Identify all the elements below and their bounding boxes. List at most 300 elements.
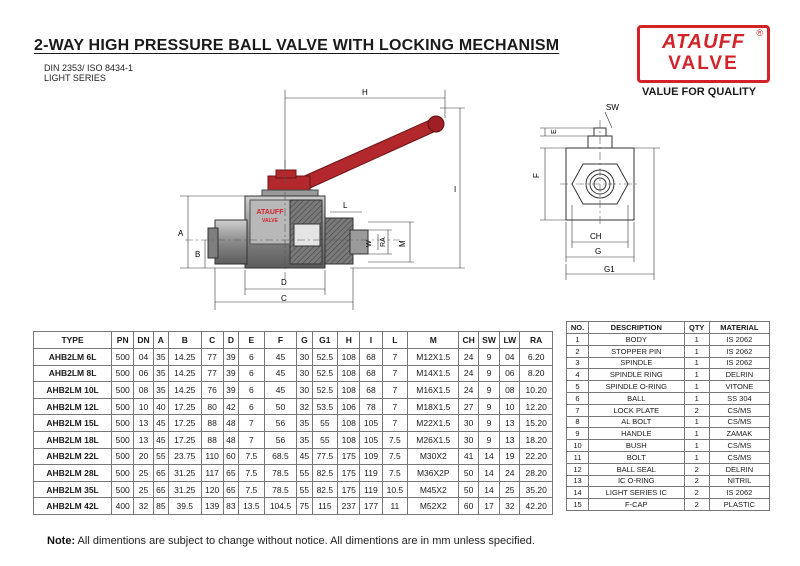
dim-table-cell: 105 <box>360 415 382 432</box>
part-table-cell: HANDLE <box>589 428 685 440</box>
dim-table-cell: 13.5 <box>239 498 265 515</box>
dim-table-cell: AHB2LM 8L <box>34 365 112 382</box>
dim-table-cell: 50 <box>459 481 478 498</box>
dim-header-cell: G1 <box>312 332 338 349</box>
dim-table-cell: 56 <box>264 415 297 432</box>
dim-table-cell: 7 <box>382 349 408 366</box>
part-table-cell: SPINDLE <box>589 357 685 369</box>
dim-table-cell: 56 <box>264 431 297 448</box>
left-fitting <box>215 220 247 264</box>
dim-table-cell: 08 <box>134 382 153 399</box>
dim-table-cell: AHB2LM 6L <box>34 349 112 366</box>
part-table-cell: VITONE <box>709 381 769 393</box>
dim-table-cell: 48 <box>223 415 238 432</box>
dim-table-cell: 6 <box>239 349 265 366</box>
dimensions-header-row <box>34 332 553 349</box>
dim-table-cell: 30 <box>459 431 478 448</box>
dim-table-cell: 17.25 <box>168 415 201 432</box>
footnote <box>47 535 535 547</box>
part-table-row <box>567 345 770 357</box>
dim-table-cell: 53.5 <box>312 398 338 415</box>
dim-table-cell: 108 <box>338 382 360 399</box>
dim-table-cell: 52.5 <box>312 349 338 366</box>
dim-table-cell: 10 <box>500 398 520 415</box>
dim-table-cell: 42 <box>223 398 238 415</box>
part-table-cell: 14 <box>567 487 589 499</box>
part-table-cell: 2 <box>684 499 709 511</box>
dim-table-cell: 45 <box>153 431 168 448</box>
dim-table-cell: 39 <box>223 382 238 399</box>
dim-table-cell: 117 <box>201 465 223 482</box>
part-table-cell: BODY <box>589 334 685 346</box>
part-table-cell: 1 <box>684 334 709 346</box>
note-text: All dimentions are subject to change without notice. All dimentions are in mm unless specified. <box>75 535 535 547</box>
dim-table-cell: 9 <box>478 431 499 448</box>
dim-table-cell: 22.20 <box>520 448 553 465</box>
registered-mark: ® <box>756 28 763 38</box>
dim-table-cell: 11 <box>382 498 408 515</box>
dim-table-cell: 7 <box>382 415 408 432</box>
part-table-cell: 2 <box>684 463 709 475</box>
part-table-row <box>567 487 770 499</box>
part-table-row <box>567 392 770 404</box>
dim-table-cell: 31.25 <box>168 481 201 498</box>
part-table-cell: CS/MS <box>709 416 769 428</box>
part-table-cell: DELRIN <box>709 463 769 475</box>
dim-table-cell: 23.75 <box>168 448 201 465</box>
dim-header-cell: PN <box>112 332 134 349</box>
dim-table-cell: 9 <box>478 398 499 415</box>
part-table-cell: NITRIL <box>709 475 769 487</box>
dim-table-cell: 78.5 <box>264 465 297 482</box>
part-table-cell: IC O-RING <box>589 475 685 487</box>
part-table-row <box>567 357 770 369</box>
dim-table-cell: 55 <box>312 431 338 448</box>
part-table-cell: CS/MS <box>709 451 769 463</box>
handle-knob <box>428 116 444 132</box>
dim-label-ch: CH <box>590 232 602 241</box>
dim-table-cell: 6 <box>239 382 265 399</box>
dim-table-row <box>34 498 553 515</box>
dim-table-cell: 237 <box>338 498 360 515</box>
dim-table-cell: 75 <box>297 498 312 515</box>
dim-label-g: G <box>595 247 602 256</box>
dim-table-cell: 175 <box>338 481 360 498</box>
dim-table-cell: 115 <box>312 498 338 515</box>
dim-table-cell: 60 <box>459 498 478 515</box>
dim-table-cell: AHB2LM 22L <box>34 448 112 465</box>
dim-table-cell: 82.5 <box>312 465 338 482</box>
part-table-row <box>567 334 770 346</box>
logo-line-1: ATAUFF <box>661 31 745 53</box>
dim-table-cell: 32 <box>134 498 153 515</box>
dim-table-cell: 35 <box>297 431 312 448</box>
part-table-cell: 10 <box>567 440 589 452</box>
dim-table-cell: 48 <box>223 431 238 448</box>
dim-table-row <box>34 398 553 415</box>
dim-table-row <box>34 415 553 432</box>
part-table-cell: 2 <box>684 404 709 416</box>
part-table-cell: AL BOLT <box>589 416 685 428</box>
dim-table-cell: 500 <box>112 415 134 432</box>
part-table-cell: 12 <box>567 463 589 475</box>
part-table-row <box>567 463 770 475</box>
dim-label-m: M <box>398 240 407 247</box>
dim-table-cell: 17.25 <box>168 398 201 415</box>
dim-label-sw: SW <box>606 103 619 112</box>
dim-table-cell: 7.5 <box>239 448 265 465</box>
part-table-cell: SPINDLE O-RING <box>589 381 685 393</box>
dim-header-cell: A <box>153 332 168 349</box>
dim-table-cell: 7 <box>382 382 408 399</box>
part-table-cell: BALL <box>589 392 685 404</box>
dim-table-cell: 30 <box>297 382 312 399</box>
part-table-cell: SPINDLE RING <box>589 369 685 381</box>
dim-table-cell: 45 <box>264 349 297 366</box>
dim-header-cell: RA <box>520 332 553 349</box>
part-table-cell: 1 <box>684 357 709 369</box>
dim-header-cell: D <box>223 332 238 349</box>
dim-table-cell: 7.5 <box>239 481 265 498</box>
dim-table-cell: AHB2LM 28L <box>34 465 112 482</box>
dim-label-i: I <box>454 185 457 194</box>
part-table-cell: CS/MS <box>709 404 769 416</box>
dim-table-cell: M22X1.5 <box>408 415 459 432</box>
dim-table-cell: 9 <box>478 382 499 399</box>
part-table-row <box>567 428 770 440</box>
dim-table-cell: M26X1.5 <box>408 431 459 448</box>
series-line: LIGHT SERIES <box>44 73 106 83</box>
dim-table-cell: 35 <box>297 415 312 432</box>
dim-table-cell: 24 <box>459 365 478 382</box>
body-logo-sub: VALVE <box>262 218 278 224</box>
dim-table-cell: 7 <box>382 365 408 382</box>
part-table-cell: IS 2062 <box>709 487 769 499</box>
dim-header-cell: L <box>382 332 408 349</box>
part-table-cell: LOCK PLATE <box>589 404 685 416</box>
part-table-cell: 1 <box>684 381 709 393</box>
dim-table-cell: 82.5 <box>312 481 338 498</box>
dim-table-cell: 80 <box>201 398 223 415</box>
dim-table-cell: 13 <box>134 415 153 432</box>
dim-table-cell: 15.20 <box>520 415 553 432</box>
dim-table-cell: 76 <box>201 382 223 399</box>
dim-table-cell: 65 <box>153 465 168 482</box>
dim-table-cell: 83 <box>223 498 238 515</box>
dim-table-cell: 68 <box>360 382 382 399</box>
dim-table-cell: 108 <box>338 349 360 366</box>
tagline: VALUE FOR QUALITY <box>642 86 757 98</box>
dim-table-cell: 31.25 <box>168 465 201 482</box>
dim-table-cell: 39.5 <box>168 498 201 515</box>
part-table-cell: 7 <box>567 404 589 416</box>
dim-table-cell: AHB2LM 42L <box>34 498 112 515</box>
dim-table-cell: 40 <box>153 398 168 415</box>
dim-table-cell: 13 <box>500 431 520 448</box>
dim-table-row <box>34 465 553 482</box>
dim-header-cell: DN <box>134 332 153 349</box>
dim-table-cell: 32 <box>500 498 520 515</box>
dim-label-g1: G1 <box>604 265 615 274</box>
dim-label-w: W <box>366 240 373 247</box>
parts-body <box>567 334 770 511</box>
dim-table-cell: 9 <box>478 349 499 366</box>
dim-table-cell: 65 <box>153 481 168 498</box>
dim-table-cell: 25 <box>500 481 520 498</box>
dimensions-table <box>33 331 553 515</box>
dim-table-cell: 25 <box>134 465 153 482</box>
dim-table-cell: 105 <box>360 431 382 448</box>
ball-bore <box>294 224 320 246</box>
dim-table-cell: AHB2LM 10L <box>34 382 112 399</box>
dim-table-cell: 55 <box>153 448 168 465</box>
dim-table-cell: 10.20 <box>520 382 553 399</box>
dim-label-e: E <box>551 129 558 134</box>
part-table-cell: 15 <box>567 499 589 511</box>
dim-table-cell: 28.20 <box>520 465 553 482</box>
dimensions-body <box>34 349 553 515</box>
part-table-row <box>567 499 770 511</box>
part-table-cell: SS 304 <box>709 392 769 404</box>
dim-table-cell: 24 <box>459 382 478 399</box>
dim-label-d: D <box>281 278 287 287</box>
part-table-cell: 3 <box>567 357 589 369</box>
dim-table-cell: 7.5 <box>382 448 408 465</box>
part-table-cell: 1 <box>567 334 589 346</box>
dim-table-cell: 24 <box>459 349 478 366</box>
part-table-row <box>567 440 770 452</box>
front-view <box>532 103 660 280</box>
dim-table-cell: 77.5 <box>312 448 338 465</box>
dim-table-cell: AHB2LM 35L <box>34 481 112 498</box>
part-table-cell: CS/MS <box>709 440 769 452</box>
dim-table-cell: 77 <box>201 349 223 366</box>
dim-table-cell: 7.5 <box>239 465 265 482</box>
dim-table-cell: 110 <box>201 448 223 465</box>
dim-table-cell: 50 <box>264 398 297 415</box>
dim-table-cell: 78.5 <box>264 481 297 498</box>
dim-label-h: H <box>362 88 368 97</box>
dim-table-cell: 85 <box>153 498 168 515</box>
dim-table-cell: 109 <box>360 448 382 465</box>
dim-table-cell: 6.20 <box>520 349 553 366</box>
dim-table-cell: 7 <box>239 431 265 448</box>
dim-table-cell: 8.20 <box>520 365 553 382</box>
part-table-cell: 11 <box>567 451 589 463</box>
dim-table-cell: 55 <box>312 415 338 432</box>
dim-table-cell: 500 <box>112 448 134 465</box>
part-table-cell: DELRIN <box>709 369 769 381</box>
dim-table-cell: 500 <box>112 398 134 415</box>
dim-table-cell: 55 <box>297 481 312 498</box>
dim-table-cell: 88 <box>201 431 223 448</box>
dim-table-cell: 39 <box>223 365 238 382</box>
dim-table-cell: 06 <box>500 365 520 382</box>
dim-table-cell: 177 <box>360 498 382 515</box>
dim-header-cell: CH <box>459 332 478 349</box>
dim-table-cell: 14 <box>478 465 499 482</box>
page-title: 2-WAY HIGH PRESSURE BALL VALVE WITH LOCKING MECHANISM <box>34 37 560 54</box>
body-logo: ATAUFF <box>256 209 284 216</box>
dim-table-cell: 9 <box>478 365 499 382</box>
dim-table-cell: 45 <box>264 365 297 382</box>
dim-table-cell: AHB2LM 15L <box>34 415 112 432</box>
dim-table-cell: 39 <box>223 349 238 366</box>
part-table-cell: IS 2062 <box>709 345 769 357</box>
dim-table-cell: 30 <box>297 349 312 366</box>
dim-table-cell: AHB2LM 18L <box>34 431 112 448</box>
part-table-cell: 1 <box>684 440 709 452</box>
handle-arm <box>300 120 438 188</box>
side-view <box>178 88 465 310</box>
dim-table-cell: 32 <box>297 398 312 415</box>
dim-table-row <box>34 382 553 399</box>
dim-table-cell: 500 <box>112 431 134 448</box>
dim-table-row <box>34 365 553 382</box>
dim-table-cell: 9 <box>478 415 499 432</box>
part-table-cell: F-CAP <box>589 499 685 511</box>
dim-table-cell: 7 <box>239 415 265 432</box>
part-header-cell: QTY <box>684 322 709 334</box>
dim-table-cell: 68 <box>360 365 382 382</box>
dim-table-cell: 65 <box>223 481 238 498</box>
part-table-cell: 1 <box>684 369 709 381</box>
dim-table-cell: 52.5 <box>312 382 338 399</box>
part-table-cell: IS 2062 <box>709 357 769 369</box>
dim-table-cell: 55 <box>297 465 312 482</box>
dim-table-cell: 50 <box>459 465 478 482</box>
dim-table-cell: 500 <box>112 481 134 498</box>
part-header-cell: NO. <box>567 322 589 334</box>
dim-table-cell: 35 <box>153 349 168 366</box>
dim-table-cell: 119 <box>360 481 382 498</box>
part-table-cell: ZAMAK <box>709 428 769 440</box>
dim-table-cell: 19 <box>500 448 520 465</box>
part-table-cell: 1 <box>684 428 709 440</box>
dim-table-cell: 30 <box>459 415 478 432</box>
part-table-row <box>567 404 770 416</box>
dim-table-cell: 119 <box>360 465 382 482</box>
dim-label-ra: RA <box>380 237 387 247</box>
dim-header-cell: M <box>408 332 459 349</box>
lock-plate <box>262 190 318 196</box>
dim-table-cell: 139 <box>201 498 223 515</box>
part-table-row <box>567 475 770 487</box>
dim-table-cell: 14.25 <box>168 365 201 382</box>
part-table-cell: 8 <box>567 416 589 428</box>
dim-table-cell: 20 <box>134 448 153 465</box>
part-table-cell: 1 <box>684 416 709 428</box>
dim-table-row <box>34 349 553 366</box>
dim-header-cell: SW <box>478 332 499 349</box>
dim-table-cell: 12.20 <box>520 398 553 415</box>
logo-line-2: VALVE <box>668 53 739 74</box>
dim-label-a: A <box>178 229 184 238</box>
dim-header-cell: F <box>264 332 297 349</box>
part-table-cell: IS 2062 <box>709 334 769 346</box>
dim-table-cell: M45X2 <box>408 481 459 498</box>
part-table-cell: 4 <box>567 369 589 381</box>
dim-table-cell: 35.20 <box>520 481 553 498</box>
part-header-cell: MATERIAL <box>709 322 769 334</box>
dim-table-cell: 14 <box>478 481 499 498</box>
part-table-cell: 9 <box>567 428 589 440</box>
dim-table-cell: 13 <box>500 415 520 432</box>
standard-line: DIN 2353/ ISO 8434-1 <box>44 63 134 73</box>
dim-table-cell: M30X2 <box>408 448 459 465</box>
dim-label-f: F <box>532 173 541 178</box>
dim-table-cell: 175 <box>338 448 360 465</box>
dim-header-cell: G <box>297 332 312 349</box>
parts-table <box>566 321 770 511</box>
dim-header-cell: C <box>201 332 223 349</box>
dim-table-cell: 42.20 <box>520 498 553 515</box>
dim-table-cell: 17 <box>478 498 499 515</box>
dim-table-cell: 7.5 <box>382 465 408 482</box>
part-header-cell: DESCRIPTION <box>589 322 685 334</box>
dim-table-cell: 13 <box>134 431 153 448</box>
parts-header-row <box>567 322 770 334</box>
dim-table-cell: 10.5 <box>382 481 408 498</box>
dim-table-cell: 41 <box>459 448 478 465</box>
part-table-cell: PLASTIC <box>709 499 769 511</box>
part-table-cell: 2 <box>684 487 709 499</box>
dim-table-cell: 6 <box>239 365 265 382</box>
part-table-cell: 6 <box>567 392 589 404</box>
dim-label-c: C <box>281 294 287 303</box>
dim-table-cell: 17.25 <box>168 431 201 448</box>
dim-header-cell: H <box>338 332 360 349</box>
dim-table-cell: 52.5 <box>312 365 338 382</box>
dim-header-cell: LW <box>500 332 520 349</box>
right-fitting <box>325 218 353 264</box>
dim-header-cell: TYPE <box>34 332 112 349</box>
dim-table-cell: 14.25 <box>168 382 201 399</box>
part-table-cell: 1 <box>684 392 709 404</box>
part-table-cell: 2 <box>684 475 709 487</box>
dim-table-cell: M14X1.5 <box>408 365 459 382</box>
dim-table-cell: 68.5 <box>264 448 297 465</box>
dim-label-b: B <box>195 250 201 259</box>
part-table-cell: 1 <box>684 345 709 357</box>
dim-table-cell: M18X1.5 <box>408 398 459 415</box>
dim-table-cell: 45 <box>264 382 297 399</box>
dim-table-cell: 60 <box>223 448 238 465</box>
dim-table-cell: M16X1.5 <box>408 382 459 399</box>
part-table-cell: 2 <box>567 345 589 357</box>
dim-table-cell: M12X1.5 <box>408 349 459 366</box>
part-table-cell: 13 <box>567 475 589 487</box>
part-table-row <box>567 451 770 463</box>
dim-table-cell: 14.25 <box>168 349 201 366</box>
dim-header-cell: B <box>168 332 201 349</box>
part-table-row <box>567 381 770 393</box>
dim-table-cell: 500 <box>112 349 134 366</box>
part-table-cell: BALL SEAL <box>589 463 685 475</box>
dim-table-row <box>34 448 553 465</box>
dim-table-cell: 108 <box>338 365 360 382</box>
dim-table-cell: 06 <box>134 365 153 382</box>
dim-table-cell: 88 <box>201 415 223 432</box>
dim-table-cell: 78 <box>360 398 382 415</box>
dim-table-cell: 500 <box>112 465 134 482</box>
dim-table-cell: 10 <box>134 398 153 415</box>
dim-table-cell: 04 <box>500 349 520 366</box>
part-table-cell: LIGHT SERIES IC <box>589 487 685 499</box>
dim-table-cell: 6 <box>239 398 265 415</box>
dim-table-cell: 68 <box>360 349 382 366</box>
dim-table-cell: 14 <box>478 448 499 465</box>
